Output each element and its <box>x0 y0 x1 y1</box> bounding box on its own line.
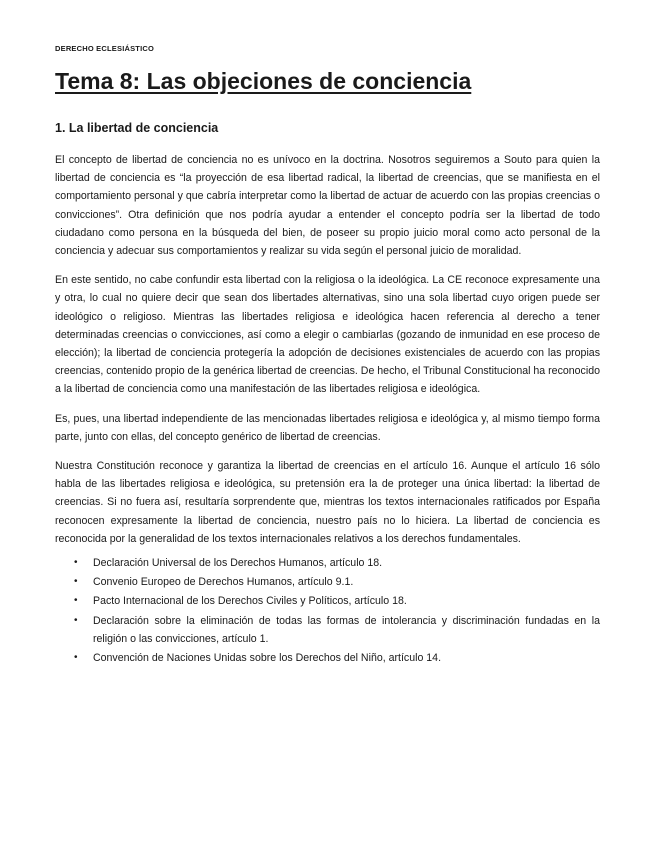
section-heading: 1. La libertad de conciencia <box>55 121 219 135</box>
list-item <box>55 612 600 648</box>
bullet-icon: • <box>74 614 78 626</box>
list-item-text: Declaración Universal de los Derechos Humanos, artículo 18. <box>93 557 383 570</box>
treaties-list <box>55 554 600 667</box>
list-item <box>55 649 600 667</box>
list-item <box>55 554 600 572</box>
list-item <box>55 573 600 591</box>
subject-header: DERECHO ECLESIÁSTICO <box>55 44 155 53</box>
list-item-text: Declaración sobre la eliminación de todas las formas de intolerancia y discriminación fundadas en la religión o las convicciones, artículo 1. <box>93 614 600 645</box>
paragraph-3: Es, pues, una libertad independiente de las mencionadas libertades religiosa e ideológica y, al mismo tiempo forma parte, junto con ellas, del concepto genérico de libertad de creencias. <box>55 412 600 443</box>
list-item-text: Convenio Europeo de Derechos Humanos, artículo 9.1. <box>93 576 354 589</box>
list-item-text: Convención de Naciones Unidas sobre los Derechos del Niño, artículo 14. <box>93 652 442 665</box>
bullet-icon: • <box>74 576 78 588</box>
paragraph-2: En este sentido, no cabe confundir esta libertad con la religiosa o la ideológica. La CE reconoce expresamente una y otra, lo cual no quiere decir que sean dos libertades alternativas, sino una sola libertad cuyo origen puede ser ideológico o religioso. Mientras las libertades religiosa e ideológica hacen referencia al derecho a tener determinadas creencias o convicciones, así como a elegir o cambiarlas (gozando de inmunidad en ese proceso de elección); la libertad de conciencia protegería la adopción de decisiones existenciales de acuerdo con las propias creencias, contenido propio de la genérica libertad de creencias. De hecho, el Tribunal Constitucional ha reconocido a la libertad de conciencia como una manifestación de las libertades religiosa e ideológica. <box>55 274 600 396</box>
page-title: Tema 8: Las objeciones de conciencia <box>55 68 472 94</box>
list-item-text: Pacto Internacional de los Derechos Civiles y Políticos, artículo 18. <box>93 595 407 608</box>
list-item <box>55 592 600 610</box>
bullet-icon: • <box>74 557 78 569</box>
paragraph-4: Nuestra Constitución reconoce y garantiza la libertad de creencias en el artículo 16. Aunque el artículo 16 sólo habla de las libertades religiosa e ideológica, su pretensión era la de proteger una única libertad: la libertad de creencias. Si no fuera así, resultaría sorprendente que, mientras los textos internacionales ratificados por España reconocen expresamente la libertad de conciencia, nuestro país no lo hiciera. La libertad de conciencia es reconocida por la generalidad de los textos internacionales relativos a los derechos fundamentales. <box>55 460 600 545</box>
bullet-icon: • <box>74 652 78 664</box>
bullet-icon: • <box>74 595 78 607</box>
paragraph-1: El concepto de libertad de conciencia no es unívoco en la doctrina. Nosotros seguiremos a Souto para quien la libertad de conciencia es “la proyección de esa libertad radical, la libertad de creencias, que se manifiesta en el comportamiento personal y que cabría interpretar como la libertad de actuar de acuerdo con las propias creencias o convicciones”. Otra definición que nos podría ayudar a entender el concepto podría ser la libertad de todo ciudadano como persona en la búsqueda del bien, de poseer su propio juicio moral como acto personal de la conciencia y adecuar sus comportamientos y realizar su vida según el personal juicio de moralidad. <box>55 154 600 258</box>
